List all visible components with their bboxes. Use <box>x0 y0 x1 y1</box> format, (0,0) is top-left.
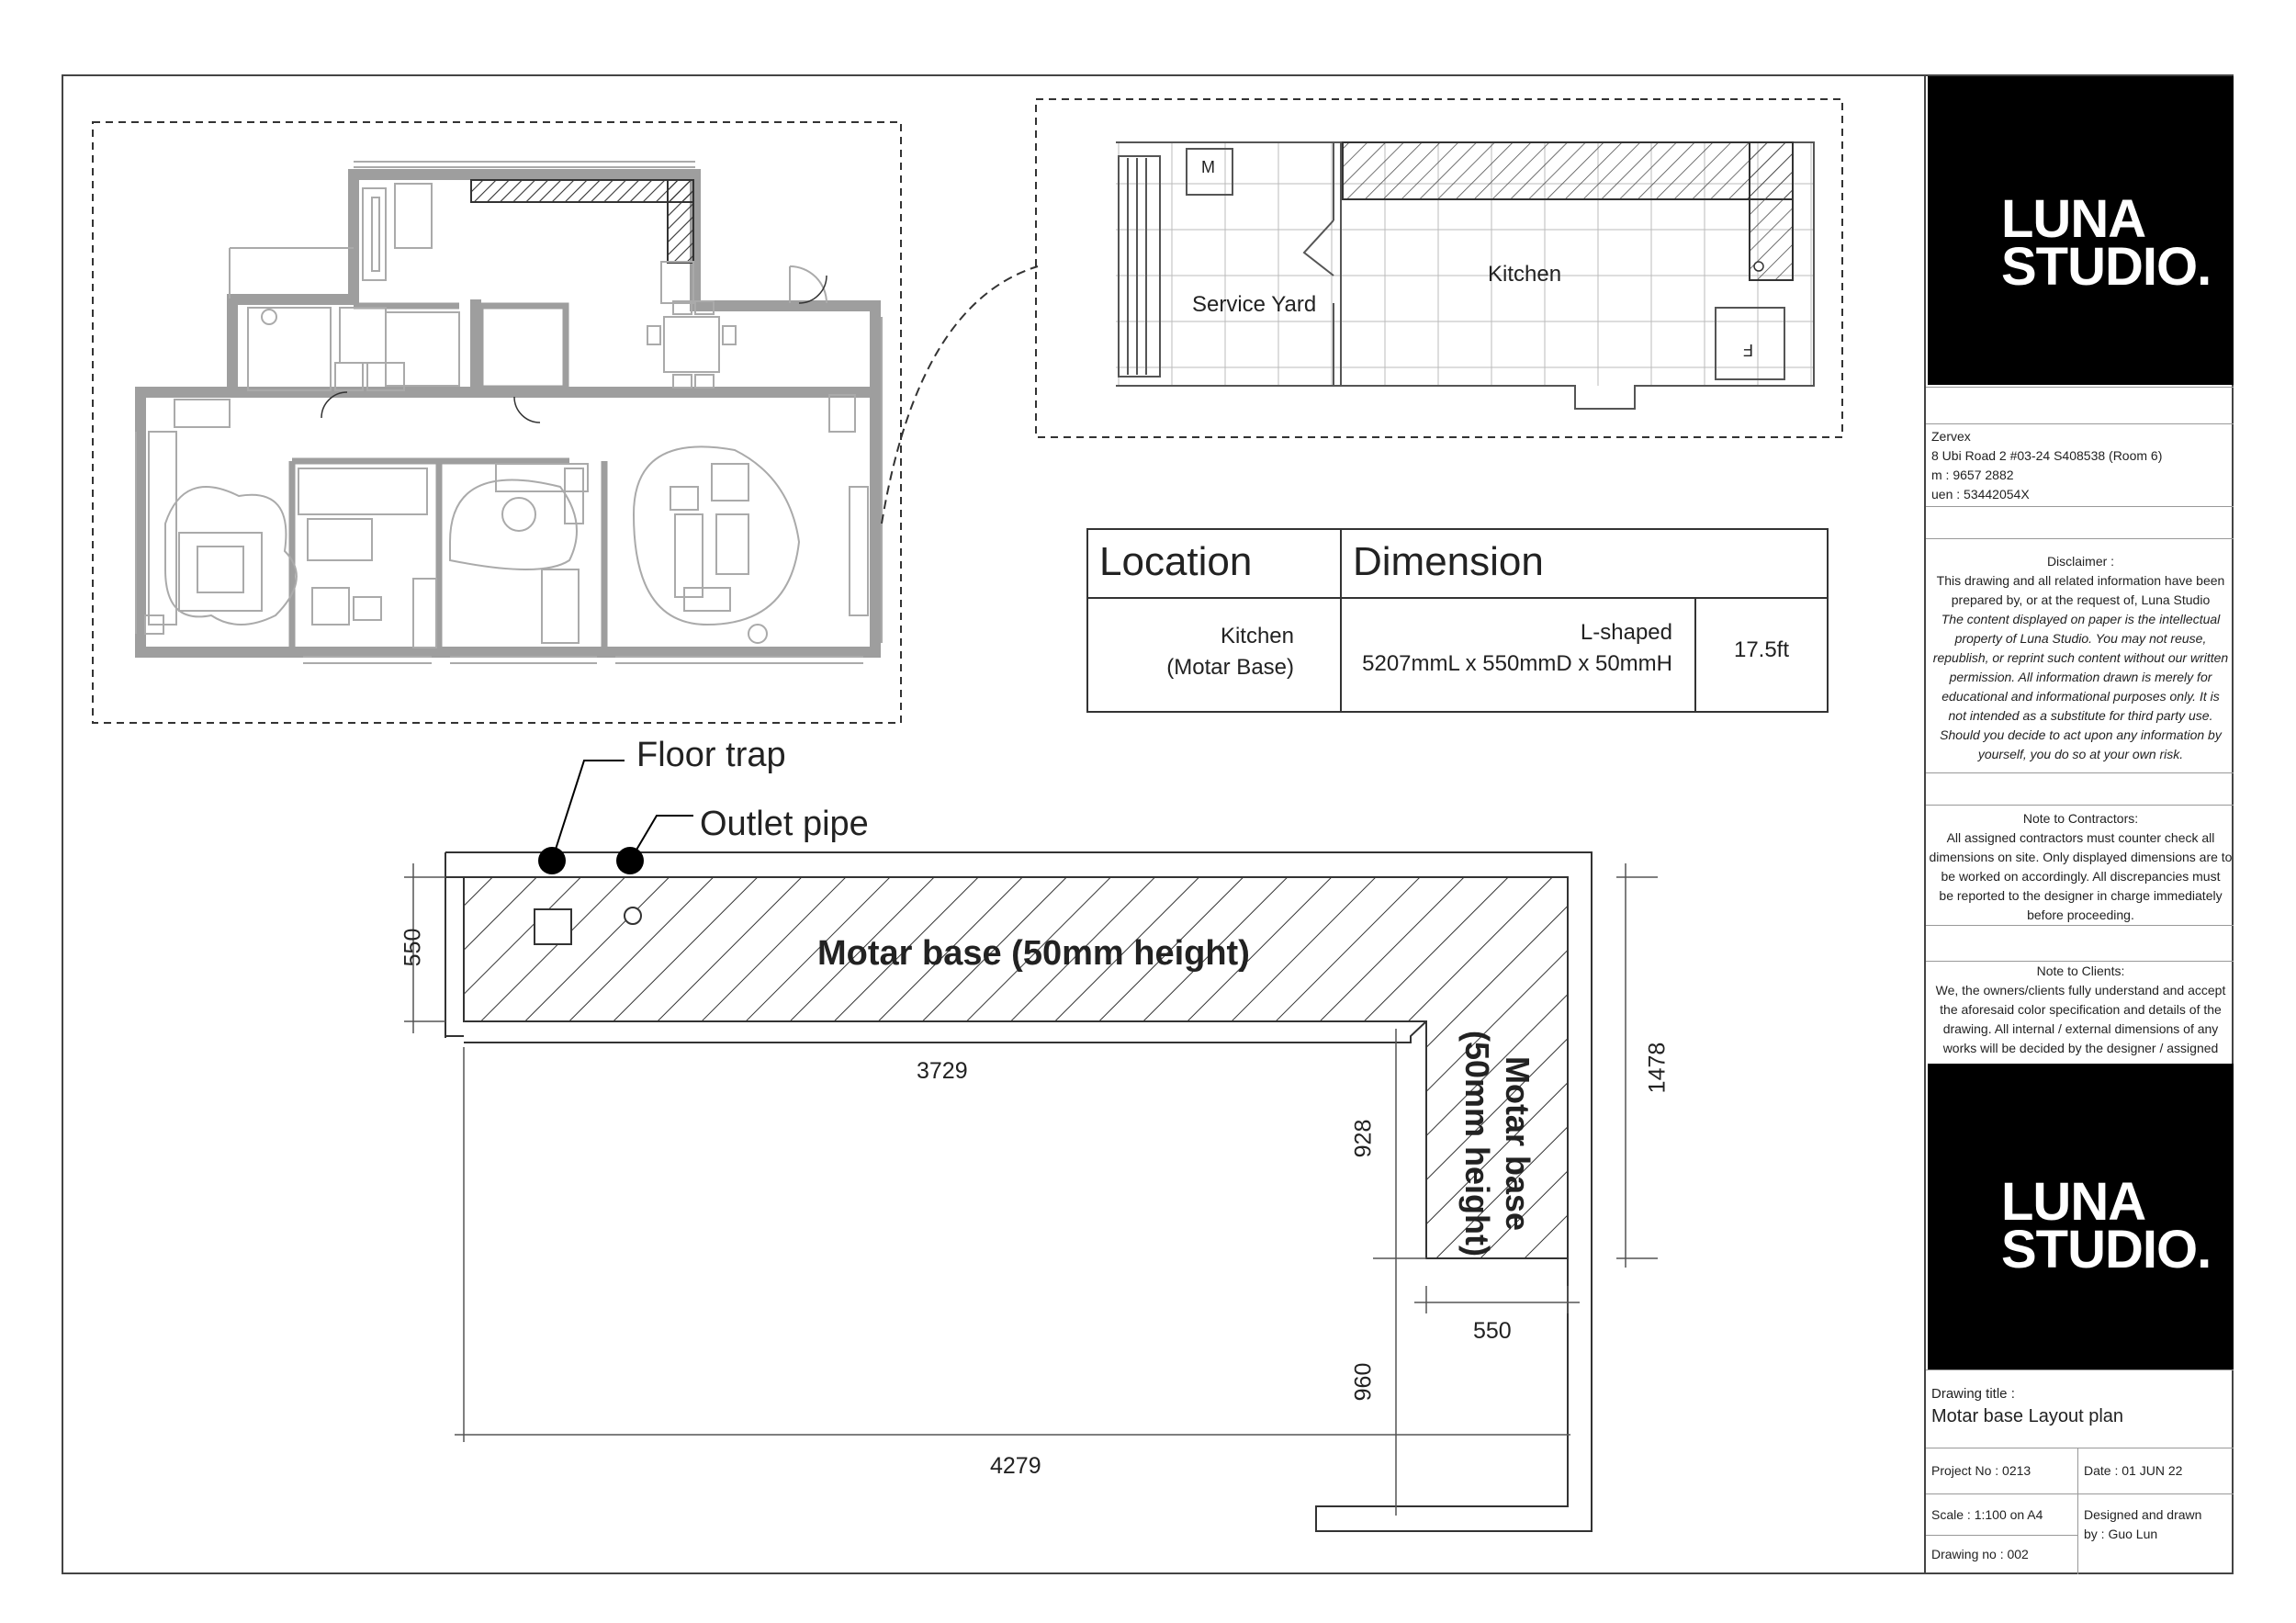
dimension-table <box>1086 528 1829 713</box>
contractors-line: be worked on accordingly. All discrepancies must <box>1941 869 2221 884</box>
disclaimer-title: Disclaimer : <box>2046 554 2115 569</box>
floor-trap-label: Floor trap <box>636 736 786 774</box>
washer-m-label: M <box>1201 158 1215 176</box>
motar-base-vertical-label <box>1457 1006 1537 1281</box>
callout-connector <box>882 266 1038 524</box>
designed-by <box>2084 1505 2201 1544</box>
drawing-title-label: Drawing title : <box>1931 1386 2015 1402</box>
note-contractors <box>1928 809 2234 925</box>
divider <box>1926 1535 2077 1536</box>
company-phone: m : 9657 2882 <box>1931 468 2014 482</box>
title-block <box>1924 74 2234 1574</box>
contractors-line: be reported to the designer in charge immediately <box>1939 888 2223 903</box>
company-uen: uen : 53442054X <box>1931 487 2030 502</box>
dimension-area: 17.5ft <box>1733 637 1790 662</box>
table-divider <box>1088 597 1827 599</box>
designed-by-line1: Designed and drawn <box>2084 1507 2202 1522</box>
disclaimer-line: permission. All information drawn is merely for <box>1949 670 2212 684</box>
project-no: Project No : 0213 <box>1931 1463 2032 1478</box>
logo-bottom <box>1928 1064 2234 1369</box>
service-yard-label: Service Yard <box>1192 292 1317 317</box>
logo-line2: STUDIO. <box>2001 1220 2212 1279</box>
disclaimer-line: The content displayed on paper is the intellectual <box>1941 612 2221 626</box>
divider <box>1926 772 2234 773</box>
company-info <box>1931 427 2162 504</box>
motar-base-vertical-line1: Motar base <box>1499 1055 1536 1232</box>
dim-550-bottom: 550 <box>1473 1318 1512 1344</box>
dimension-size: 5207mmL x 550mmD x 50mmH <box>1362 651 1672 676</box>
clients-line: works will be decided by the designer / assigned <box>1942 1041 2219 1055</box>
divider <box>1926 387 2234 388</box>
clients-title: Note to Clients: <box>2036 964 2125 978</box>
logo-top <box>1928 76 2234 385</box>
divider <box>1926 925 2234 926</box>
divider <box>1926 1493 2234 1494</box>
disclaimer-line: prepared by, or at the request of, Luna Studio <box>1951 592 2211 607</box>
dim-3729: 3729 <box>917 1058 968 1084</box>
disclaimer-line: This drawing and all related information have been <box>1936 573 2225 588</box>
note-clients <box>1928 962 2234 1058</box>
logo-line1: LUNA <box>2001 1172 2146 1232</box>
logo-line2: STUDIO. <box>2001 237 2212 297</box>
disclaimer-line: not intended as a substitute for third party use. <box>1948 708 2213 723</box>
contractors-line: dimensions on site. Only displayed dimensions are to <box>1929 850 2233 864</box>
company-address: 8 Ubi Road 2 #03-24 S408538 (Room 6) <box>1931 448 2163 463</box>
divider <box>2077 1448 2078 1574</box>
kitchen-label: Kitchen <box>1488 262 1562 287</box>
divider <box>1926 423 2234 424</box>
disclaimer-line: republish, or reprint such content without our written <box>1932 650 2229 665</box>
designed-by-line2: by : Guo Lun <box>2084 1527 2158 1541</box>
divider <box>1926 1369 2234 1370</box>
floor-plan-overview <box>93 122 901 723</box>
contractors-line: All assigned contractors must counter check all <box>1946 830 2215 845</box>
date: Date : 01 JUN 22 <box>2084 1463 2183 1478</box>
scale: Scale : 1:100 on A4 <box>1931 1507 2043 1522</box>
clients-line: drawing. All internal / external dimensions of any <box>1942 1021 2219 1036</box>
outlet-pipe-label: Outlet pipe <box>700 805 869 843</box>
dim-1478: 1478 <box>1644 1042 1671 1094</box>
contractors-title: Note to Contractors: <box>2022 811 2139 826</box>
company-name: Zervex <box>1931 429 1971 444</box>
divider <box>1926 805 2234 806</box>
location-line2: (Motar Base) <box>1166 655 1294 680</box>
divider <box>1926 506 2234 507</box>
disclaimer <box>1928 552 2234 764</box>
header-dimension: Dimension <box>1353 539 1544 584</box>
disclaimer-line: property of Luna Studio. You may not reuse, <box>1954 631 2207 646</box>
fridge-f-label: F <box>1743 341 1753 359</box>
dimension-shape: L-shaped <box>1580 620 1672 645</box>
contractors-line: before proceeding. <box>2027 907 2134 922</box>
disclaimer-line: Should you decide to act upon any information by <box>1940 727 2222 742</box>
header-location: Location <box>1099 539 1253 584</box>
drawing-title: Motar base Layout plan <box>1931 1406 2124 1426</box>
dim-928: 928 <box>1350 1119 1377 1158</box>
dim-960: 960 <box>1350 1362 1377 1402</box>
motar-base-vertical-line2: (50mm height) <box>1458 1030 1496 1257</box>
motar-base-horizontal-label: Motar base (50mm height) <box>817 934 1250 973</box>
logo-line1: LUNA <box>2001 189 2146 249</box>
location-line1: Kitchen <box>1220 624 1294 648</box>
divider <box>1926 538 2234 539</box>
clients-line: the aforesaid color specification and details of the <box>1940 1002 2222 1017</box>
dim-550-left: 550 <box>400 928 426 967</box>
disclaimer-line: educational and informational purposes only. It is <box>1941 689 2220 704</box>
dim-4279: 4279 <box>990 1453 1041 1479</box>
clients-line: We, the owners/clients fully understand and accept <box>1935 983 2226 997</box>
kitchen-detail <box>1036 99 1842 437</box>
drawing-no: Drawing no : 002 <box>1931 1547 2029 1561</box>
disclaimer-line: yourself, you do so at your own risk. <box>1977 747 2184 761</box>
